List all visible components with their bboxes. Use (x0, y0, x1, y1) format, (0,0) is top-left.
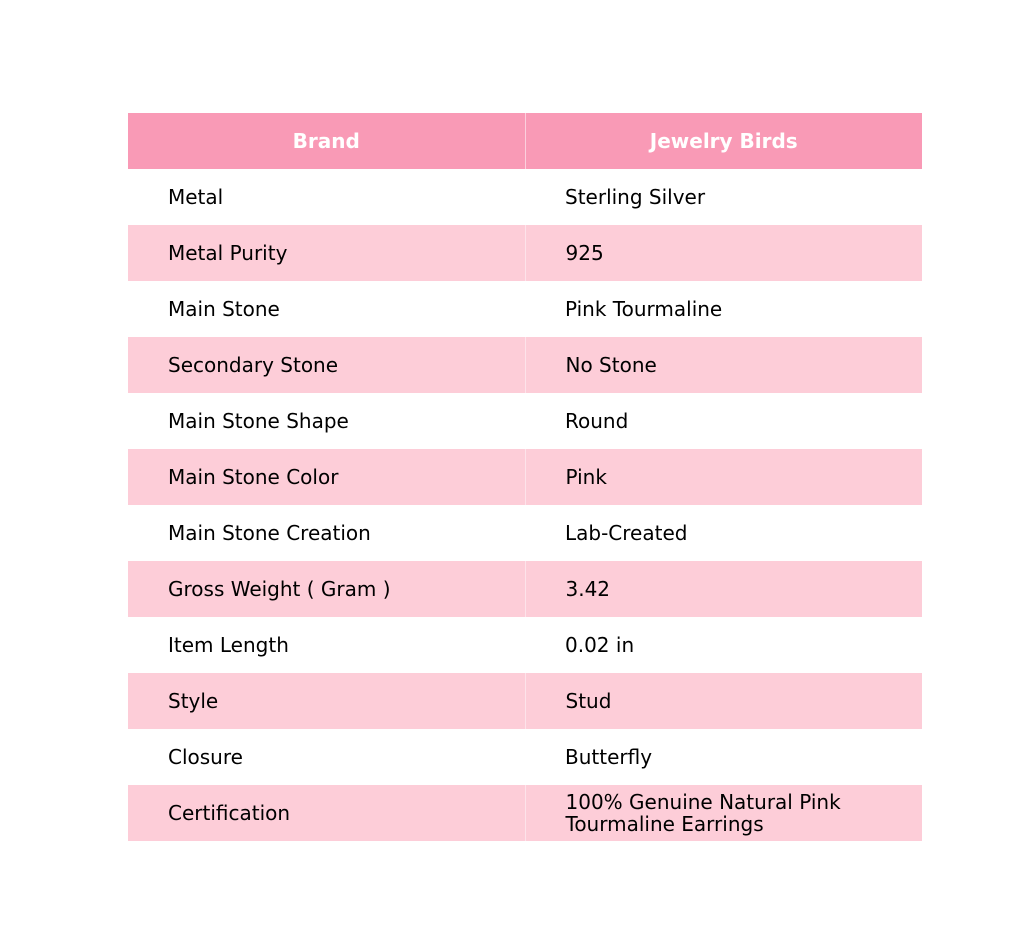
row-value: Butterfly (525, 729, 922, 785)
product-spec-table (128, 113, 922, 841)
row-value: Stud (525, 673, 922, 729)
table-row (128, 561, 922, 617)
row-label: Metal Purity (128, 225, 525, 281)
row-label: Style (128, 673, 525, 729)
row-value: Lab-Created (525, 505, 922, 561)
row-label: Secondary Stone (128, 337, 525, 393)
row-label: Gross Weight ( Gram ) (128, 561, 525, 617)
table-row (128, 281, 922, 337)
row-label: Main Stone Creation (128, 505, 525, 561)
row-label: Closure (128, 729, 525, 785)
table-row (128, 505, 922, 561)
table-row (128, 673, 922, 729)
row-value: 0.02 in (525, 617, 922, 673)
table-row (128, 729, 922, 785)
table-row (128, 225, 922, 281)
header-brand-label: Brand (128, 113, 525, 169)
row-label: Main Stone Shape (128, 393, 525, 449)
row-label: Certification (128, 785, 525, 841)
table-row (128, 617, 922, 673)
table-row (128, 393, 922, 449)
table-row (128, 785, 922, 841)
row-value: 3.42 (525, 561, 922, 617)
table-row (128, 169, 922, 225)
table-row (128, 449, 922, 505)
row-label: Main Stone Color (128, 449, 525, 505)
row-value: 925 (525, 225, 922, 281)
row-value: Pink Tourmaline (525, 281, 922, 337)
table-header-row (128, 113, 922, 169)
header-brand-value: Jewelry Birds (525, 113, 922, 169)
row-value: Sterling Silver (525, 169, 922, 225)
row-label: Metal (128, 169, 525, 225)
row-value: Round (525, 393, 922, 449)
row-label: Item Length (128, 617, 525, 673)
row-label: Main Stone (128, 281, 525, 337)
table-row (128, 337, 922, 393)
row-value: 100% Genuine Natural Pink Tourmaline Earrings (525, 785, 922, 841)
row-value: Pink (525, 449, 922, 505)
row-value: No Stone (525, 337, 922, 393)
